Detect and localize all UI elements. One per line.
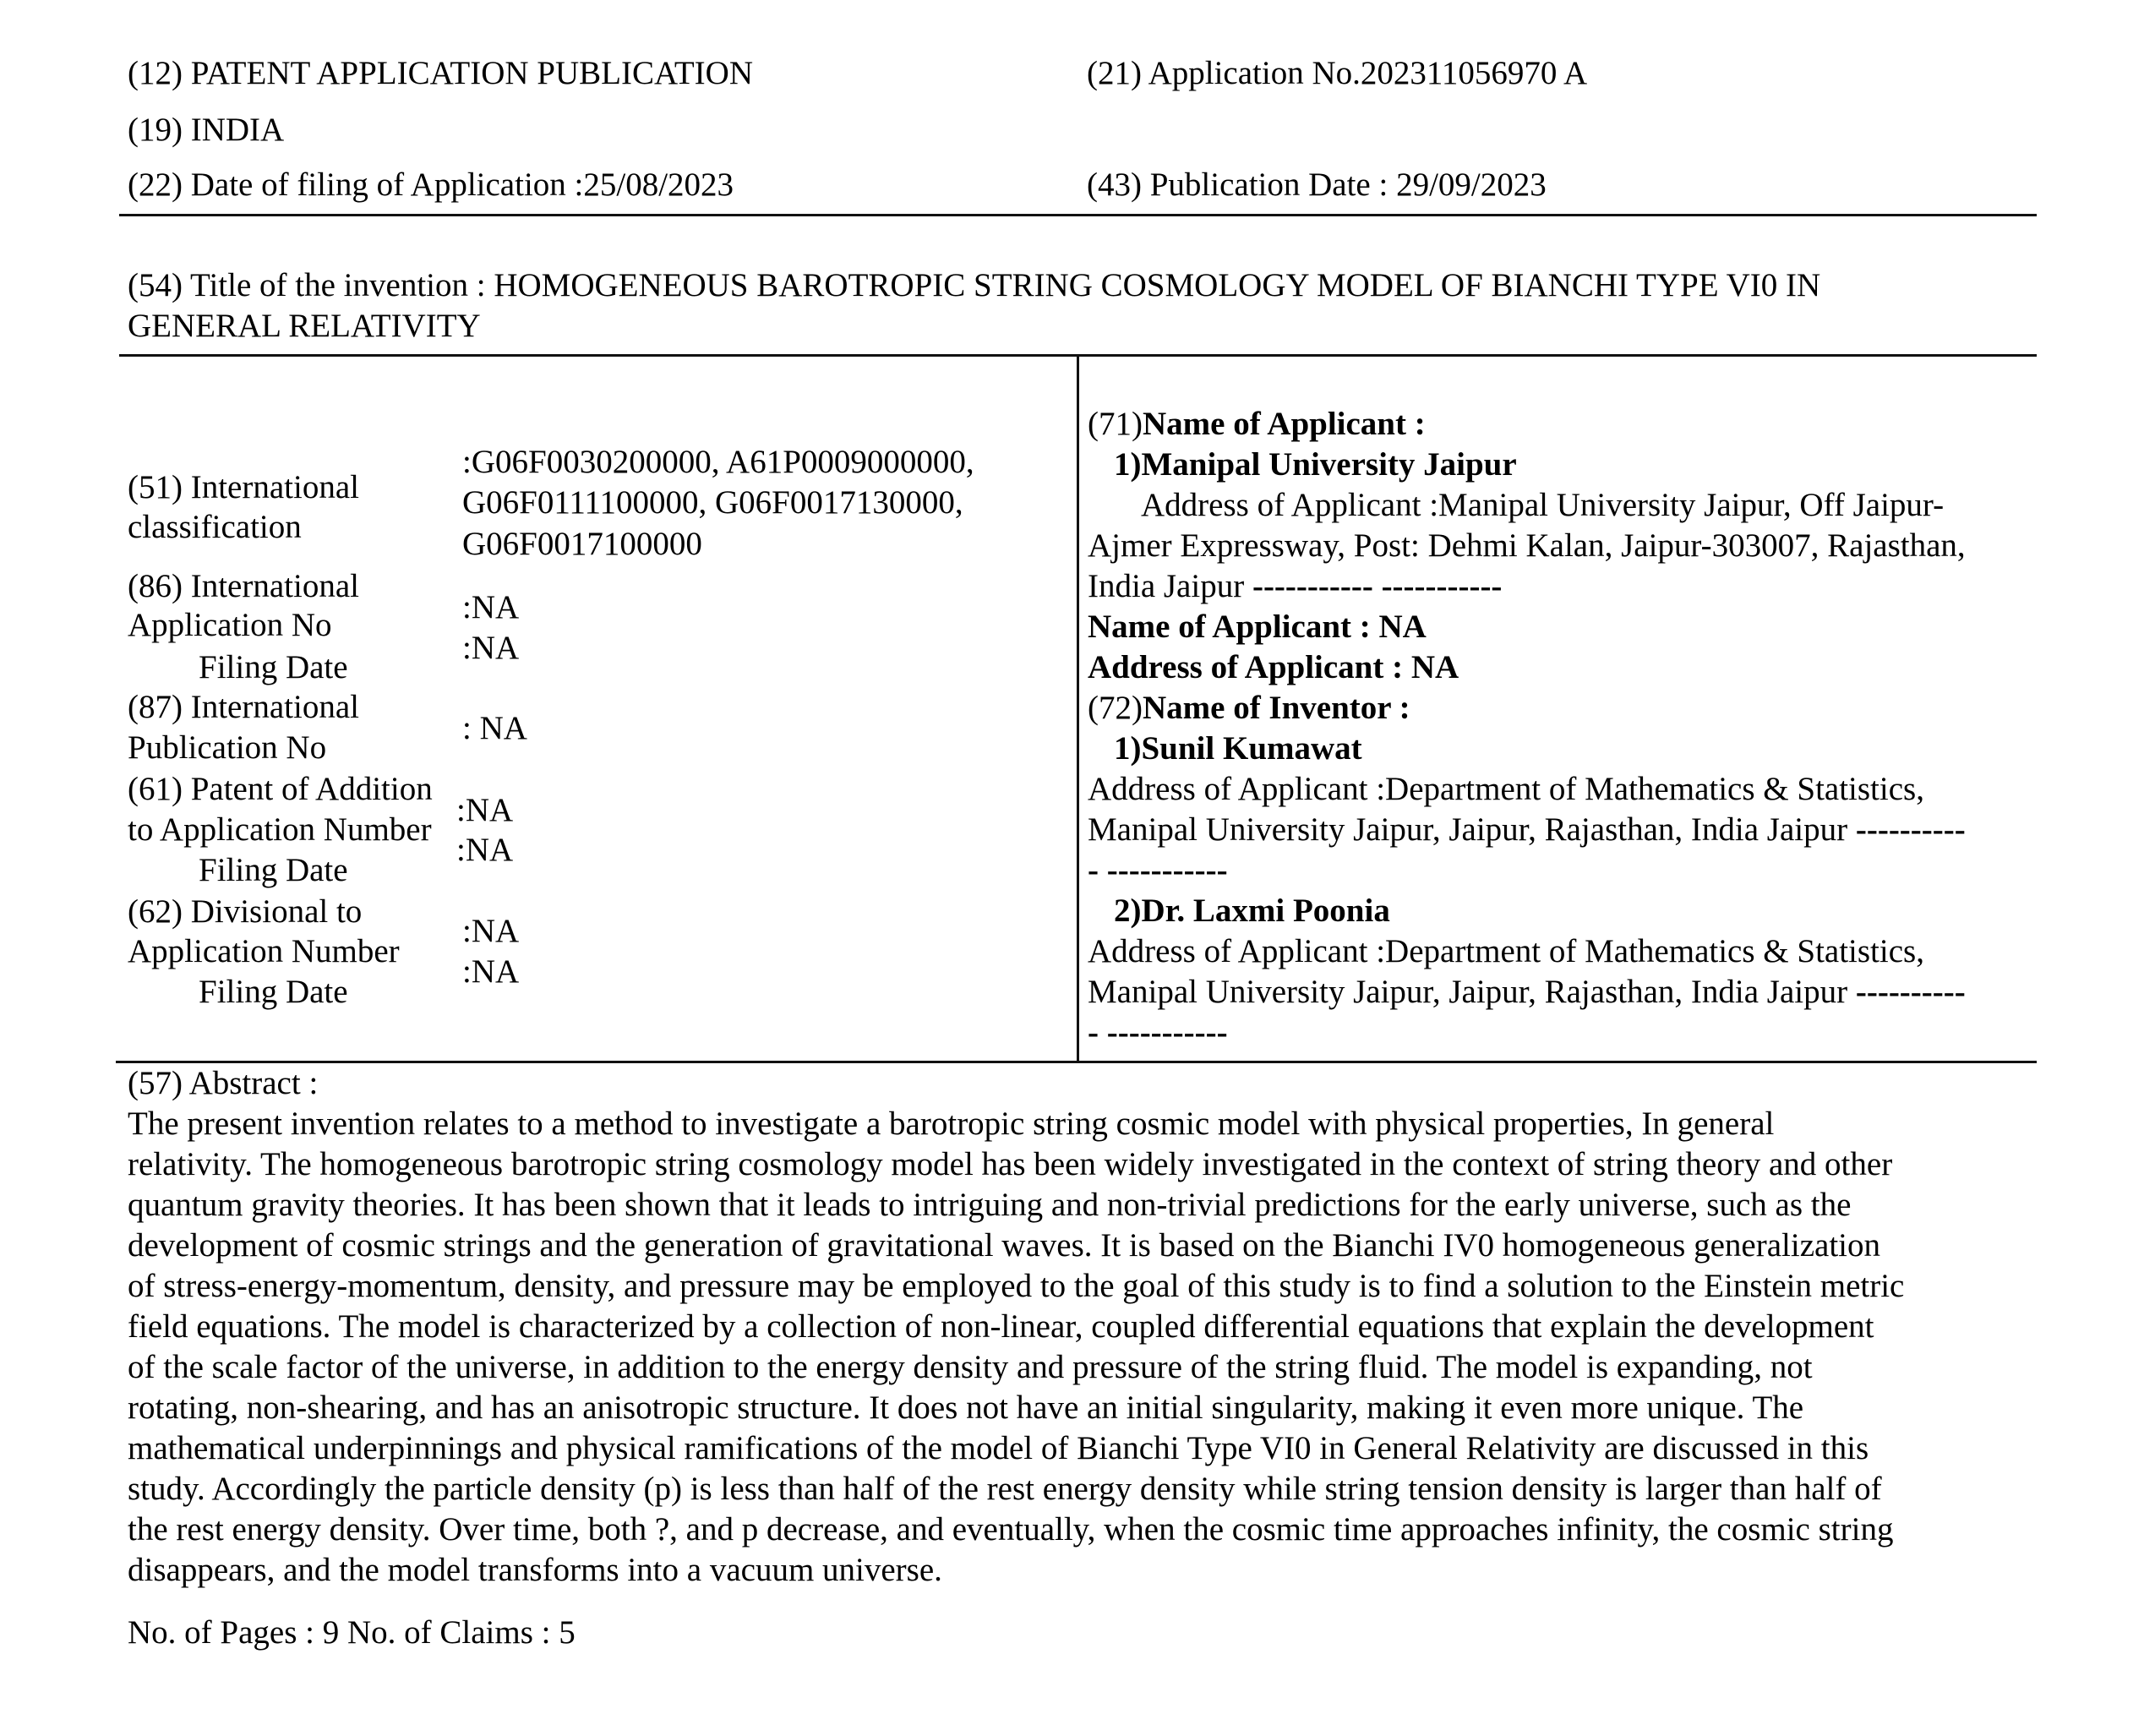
classification-value-1: :G06F0030200000, A61P0009000000, (462, 444, 974, 480)
inventor-section-code: (72) (1088, 690, 1143, 726)
country-line (128, 110, 284, 150)
parties-right-column (1088, 404, 1966, 1053)
abstract-line: of the scale factor of the universe, in addition to the energy density and pressure of the string fluid. The model is expanding, not (128, 1349, 1813, 1385)
inventor-section-label: Name of Inventor : (1142, 690, 1410, 726)
inventor-2-address-2: Manipal University Jaipur, Jaipur, Rajasthan, India Jaipur (1088, 974, 1856, 1010)
abstract-line: study. Accordingly the particle density (p) is less than half of the rest energy density while string tension density is larger than half of (128, 1471, 1882, 1507)
applicant-1-name: 1)Manipal University Jaipur (1114, 446, 1517, 483)
country-code: (19) (128, 112, 183, 148)
abstract (128, 1063, 1904, 1591)
divisional-value-1: :NA (462, 913, 520, 949)
abstract-heading: (57) Abstract : (128, 1065, 319, 1101)
applicant-section-label: Name of Applicant : (1142, 406, 1426, 442)
publication-date-label: (43) Publication Date : (1087, 167, 1397, 203)
applicant-1-address-2: Ajmer Expressway, Post: Dehmi Kalan, Jaipur-303007, Rajasthan, (1088, 527, 1966, 564)
inventor-1-address-dashes-1: ---------- (1855, 811, 1966, 848)
inventor-2-name: 2)Dr. Laxmi Poonia (1114, 893, 1390, 929)
abstract-line: disappears, and the model transforms into a vacuum universe. (128, 1552, 942, 1588)
applicant-1-address-dashes: ----------- ----------- (1252, 568, 1503, 604)
inventor-1-address-2-line (1088, 810, 1966, 850)
inventor-2-address-2-line (1088, 972, 1966, 1013)
filing-date-line (128, 165, 734, 205)
patent-of-addition-value-1: :NA (456, 792, 514, 828)
other-applicant-name: Name of Applicant : NA (1088, 609, 1427, 645)
inventor-1-name: 1)Sunil Kumawat (1114, 730, 1362, 767)
intl-application-value-1: :NA (462, 589, 520, 625)
publication-date: 29/09/2023 (1396, 167, 1547, 203)
abstract-line: mathematical underpinnings and physical ramifications of the model of Bianchi Type VI0 in General Relativity are discussed in this (128, 1430, 1869, 1466)
intl-publication-label-1: (87) International (128, 689, 359, 725)
inventor-2-address-dashes-2: - ----------- (1088, 1014, 1228, 1051)
inventor-2-address-dashes-1: ---------- (1855, 974, 1966, 1010)
divisional-label-1: (62) Divisional to (128, 893, 363, 930)
abstract-line: relativity. The homogeneous barotropic string cosmology model has been widely investigated in the context of string theory and other (128, 1146, 1893, 1182)
applicant-1-address-3: India Jaipur (1088, 568, 1252, 604)
publication-kind: PATENT APPLICATION PUBLICATION (190, 55, 753, 91)
abstract-line: of stress-energy-momentum, density, and pressure may be employed to the goal of this study is to find a solution to the Einstein metric (128, 1268, 1905, 1304)
publication-date-line (1087, 165, 1547, 205)
classification-value-2: G06F0111100000, G06F0017130000, (462, 484, 963, 521)
kind-code: (12) (128, 55, 183, 91)
intl-publication-label-2: Publication No (128, 729, 327, 766)
patent-of-addition-label-1: (61) Patent of Addition (128, 771, 433, 807)
abstract-line: development of cosmic strings and the generation of gravitational waves. It is based on the Bianchi IV0 homogeneous generalization (128, 1227, 1880, 1264)
intl-application-label-2: Application No (128, 607, 332, 643)
application-no-label: (21) Application No. (1087, 55, 1361, 91)
inventor-section-heading (1088, 688, 1966, 729)
inventor-1-address-2: Manipal University Jaipur, Jaipur, Rajasthan, India Jaipur (1088, 811, 1856, 848)
invention-title (128, 265, 1820, 347)
filing-date: 25/08/2023 (583, 167, 734, 203)
intl-application-value-2: :NA (462, 630, 520, 666)
filing-date-label: (22) Date of filing of Application : (128, 167, 584, 203)
abstract-line: The present invention relates to a method to investigate a barotropic string cosmic model with physical properties, In general (128, 1105, 1775, 1142)
abstract-line: the rest energy density. Over time, both ?, and p decrease, and eventually, when the cosmic time approaches infinity, the cosmic string (128, 1511, 1894, 1548)
abstract-line: field equations. The model is characterized by a collection of non-linear, coupled differential equations that explain the development (128, 1308, 1874, 1345)
kind-line (128, 53, 753, 94)
intl-publication-value: : NA (462, 710, 527, 746)
classification-label-2: classification (128, 509, 302, 545)
patent-of-addition-label-2: to Application Number (128, 811, 432, 848)
classification-label-1: (51) International (128, 469, 359, 505)
title-text-2: GENERAL RELATIVITY (128, 308, 481, 344)
patent-of-addition-value-2: :NA (456, 832, 514, 868)
other-applicant-address: Address of Applicant : NA (1088, 649, 1459, 685)
divisional-label-3: Filing Date (199, 974, 348, 1010)
header-divider (119, 214, 2037, 216)
applicant-section-heading (1088, 404, 1966, 445)
inventor-1-address-dashes-2: - ----------- (1088, 852, 1228, 888)
abstract-line: quantum gravity theories. It has been shown that it leads to intriguing and non-trivial predictions for the early universe, such as the (128, 1187, 1852, 1223)
applicant-section-code: (71) (1088, 406, 1143, 442)
title-text-1: HOMOGENEOUS BAROTROPIC STRING COSMOLOGY MODEL OF BIANCHI TYPE VI0 IN (494, 267, 1821, 303)
column-divider (1077, 355, 1079, 1063)
intl-application-label-1: (86) International (128, 568, 359, 604)
inventor-1-address-1: Address of Applicant :Department of Mathematics & Statistics, (1088, 771, 1924, 807)
title-label: (54) Title of the invention : (128, 267, 494, 303)
title-line-1 (128, 265, 1820, 306)
application-no: 202311056970 A (1360, 55, 1588, 91)
pages-and-claims: No. of Pages : 9 No. of Claims : 5 (128, 1614, 576, 1651)
applicant-1-address-1: Address of Applicant :Manipal University Jaipur, Off Jaipur- (1141, 487, 1945, 523)
patent-of-addition-label-3: Filing Date (199, 852, 348, 888)
applicant-1-address-3-line (1088, 566, 1966, 607)
divisional-label-2: Application Number (128, 933, 400, 969)
abstract-line: rotating, non-shearing, and has an anisotropic structure. It does not have an initial singularity, making it even more unique. The (128, 1389, 1804, 1426)
intl-application-label-3: Filing Date (199, 649, 348, 685)
divisional-value-2: :NA (462, 953, 520, 990)
classification-value-3: G06F0017100000 (462, 526, 702, 562)
inventor-2-address-1: Address of Applicant :Department of Mathematics & Statistics, (1088, 933, 1924, 969)
country: INDIA (190, 112, 285, 148)
application-no-line (1087, 53, 1587, 94)
